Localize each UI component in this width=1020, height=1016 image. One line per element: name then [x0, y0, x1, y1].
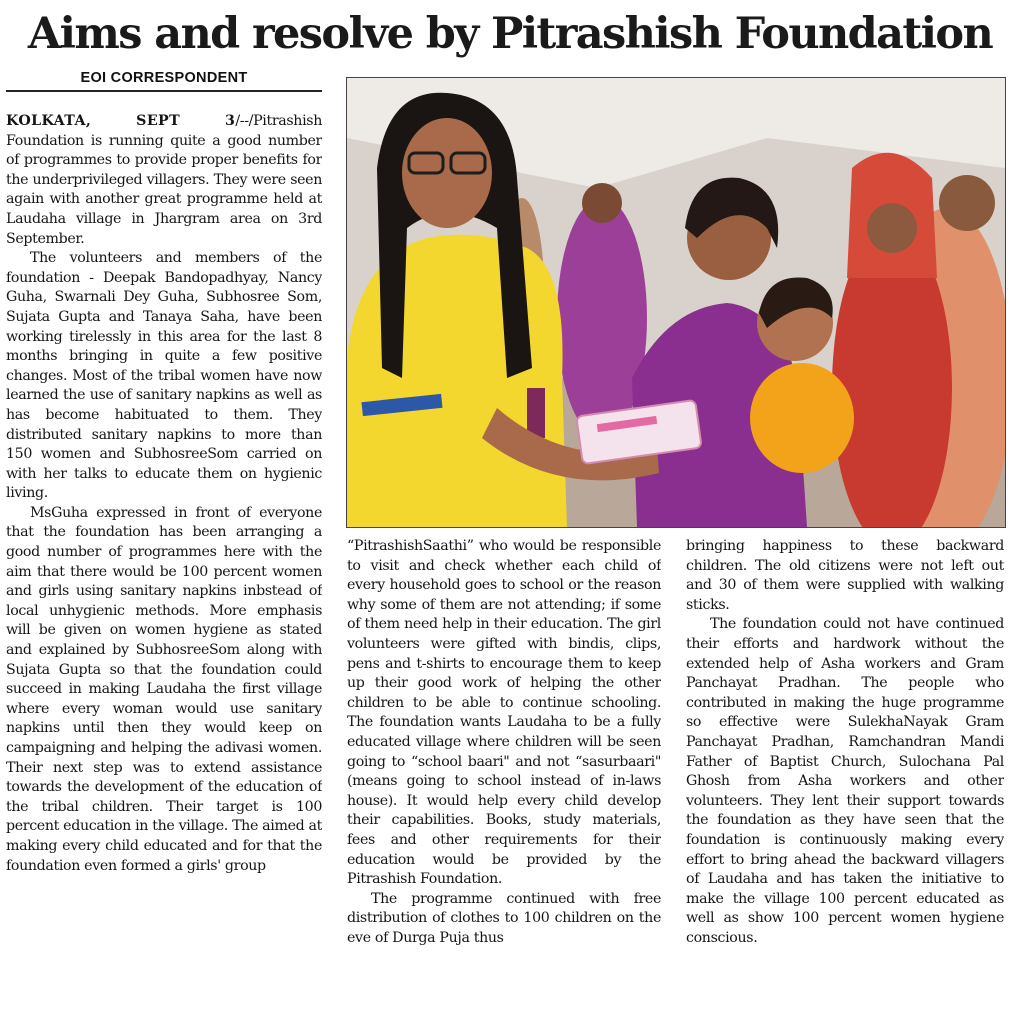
headline: Aims and resolve by Pitrashish Foundation	[27, 9, 993, 59]
id-badge	[527, 388, 545, 438]
paragraph-1	[6, 112, 322, 249]
paragraph-3: MsGuha expressed in front of everyone that the foundation has been arranging a good number of programmes here with the aim that there would be 100 percent women and girls using sanitary napkins inbstead of local unhygienic methods. More emphasis will be given on women hygiene as stated and explained by SubhosreeSom along with Sujata Gupta so that the foundation could succeed in making Laudaha the first village where every woman would use sanitary napkins until then they would keep on campaigning and helping the adivasi women. Their next step was to extend assistance towards the development of the education of the tribal children. Their target is 100 percent education in the village. The aimed at making every child educated and for that the foundation even formed a girls' group	[6, 504, 322, 874]
article-column-2	[347, 537, 661, 1002]
woman-right-head	[939, 175, 995, 231]
background-woman-head	[582, 183, 622, 223]
baby-orange-dress	[750, 363, 854, 473]
paragraph-1-text: /--/Pitrashish Foundation is running quite a good number of programmes to provide proper benefits for the underprivileged villagers. They were seen again with another great programme held at Laudaha village in Jhargram area on 3rd September.	[6, 113, 322, 247]
byline: EOI CORRESPONDENT	[6, 70, 322, 92]
paragraph-5: The programme continued with free distribution of clothes to 100 children on the eve of Durga Puja thus	[347, 890, 661, 946]
dateline: KOLKATA, SEPT 3	[6, 113, 236, 129]
paragraph-2: The volunteers and members of the foundation - Deepak Bandopadhyay, Nancy Guha, Swarnali Dey Guha, Subhosree Som, Sujata Gupta and Tanaya Saha, have been working tirelessly in this area for the last 8 months bringing in quite a few positive changes. Most of the tribal women have now learned the use of sanitary napkins as well as has become habituated to them. They distributed sanitary napkins to more than 150 women and SubhosreeSom carried on with her talks to educate them on hygienic living.	[6, 250, 322, 502]
news-photo	[346, 77, 1006, 528]
paragraph-6: bringing happiness to these backward children. The old citizens were not left out and 30 of them were supplied with walking sticks.	[686, 538, 1004, 613]
woman-red-head	[867, 203, 917, 253]
article-column-1	[6, 112, 322, 1002]
paragraph-4: “PitrashishSaathi” who would be responsible to visit and check whether each child of every household goes to school or the reason why some of them are not attending; if some of them need help in their education. The girl volunteers were gifted with bindis, clips, pens and t-shirts to encourage them to keep up their good work of helping the other children to be able to continue schooling. The foundation wants Laudaha to be a fully educated village where children will be seen going to “school baari" and not “sasurbaari" (means going to school instead of in-laws house). It would help every child develop their capabilities. Books, study materials, fees and other requirements for their education would be provided by the Pitrashish Foundation.	[347, 538, 661, 888]
paragraph-7: The foundation could not have continued their efforts and hardwork without the extended help of Asha workers and Gram Panchayat Pradhan. The people who contributed in making the huge programme so effective were SulekhaNayak Gram Panchayat Pradhan, Ramchandran Mandi Father of Baptist Church, Sulochana Pal Ghosh from Asha workers and other volunteers. They lent their support towards the foundation as they have seen that the foundation is continuously making every effort to bring ahead the backward villagers of Laudaha and has taken the initiative to make the village 100 percent educated as well as show 100 percent women hygiene conscious.	[686, 616, 1004, 946]
article-column-3	[686, 537, 1004, 1002]
photo-illustration	[347, 78, 1005, 527]
